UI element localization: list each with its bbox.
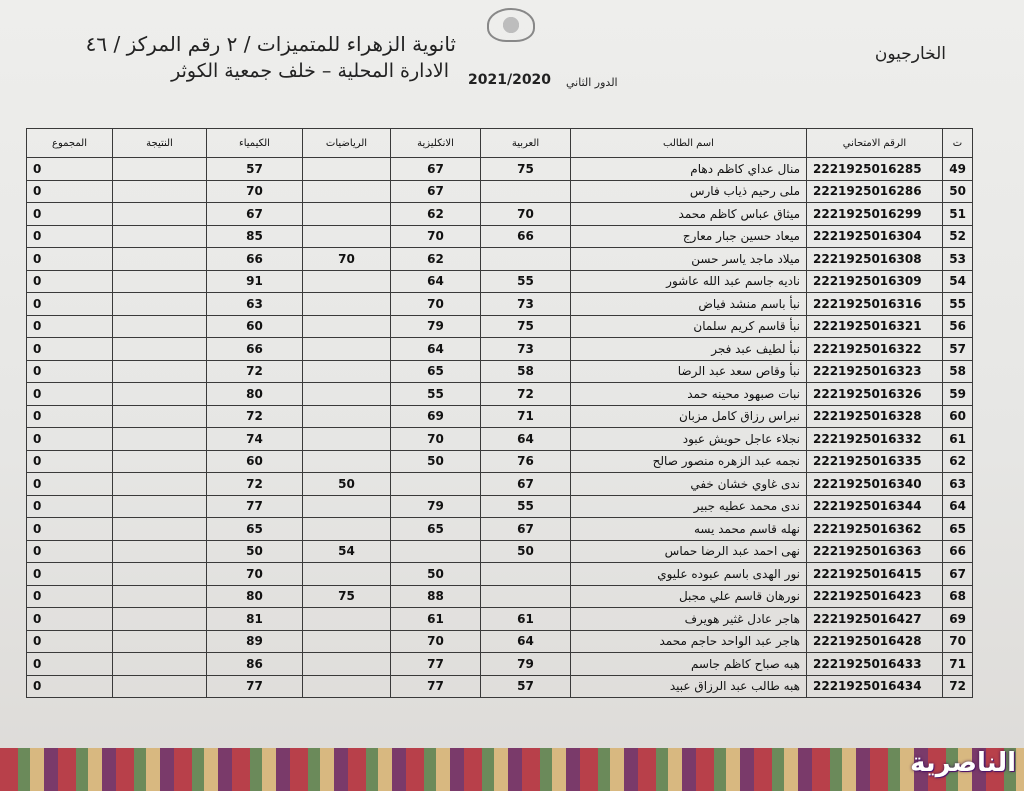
total-cell: 0 (27, 518, 113, 541)
total-cell: 0 (27, 428, 113, 451)
student-name: هاجر عادل غثير هويرف (571, 608, 807, 631)
grade-arabic: 55 (481, 495, 571, 518)
table-row (27, 293, 973, 316)
result-cell (113, 225, 207, 248)
grade-english: 88 (391, 585, 481, 608)
grade-arabic: 72 (481, 383, 571, 406)
total-cell: 0 (27, 608, 113, 631)
grade-chemistry: 91 (207, 270, 303, 293)
grade-math (303, 518, 391, 541)
row-number: 51 (943, 203, 973, 226)
exam-number: 2221925016328 (807, 405, 943, 428)
table-row (27, 653, 973, 676)
exam-number: 2221925016286 (807, 180, 943, 203)
total-cell: 0 (27, 405, 113, 428)
row-number: 56 (943, 315, 973, 338)
grade-arabic: 61 (481, 608, 571, 631)
result-cell (113, 675, 207, 698)
exam-number: 2221925016427 (807, 608, 943, 631)
student-name: نبات صبهود محينه حمد (571, 383, 807, 406)
tablecloth-background (0, 748, 1024, 791)
column-header: الكيمياء (207, 129, 303, 158)
grade-math (303, 383, 391, 406)
student-name: هبه صباح كاظم جاسم (571, 653, 807, 676)
student-name: هبه طالب عبد الرزاق عبيد (571, 675, 807, 698)
grade-chemistry: 70 (207, 180, 303, 203)
student-name: ناديه جاسم عبد الله عاشور (571, 270, 807, 293)
exam-number: 2221925016299 (807, 203, 943, 226)
exam-number: 2221925016323 (807, 360, 943, 383)
grade-chemistry: 80 (207, 585, 303, 608)
grade-math (303, 360, 391, 383)
grade-math (303, 225, 391, 248)
grade-english: 55 (391, 383, 481, 406)
result-cell (113, 338, 207, 361)
grade-math (303, 158, 391, 181)
column-header: المجموع (27, 129, 113, 158)
exam-number: 2221925016362 (807, 518, 943, 541)
total-cell: 0 (27, 495, 113, 518)
student-name: نبأ لطيف عبد فجر (571, 338, 807, 361)
grade-chemistry: 57 (207, 158, 303, 181)
grade-english: 65 (391, 518, 481, 541)
grade-math (303, 270, 391, 293)
grade-chemistry: 85 (207, 225, 303, 248)
row-number: 62 (943, 450, 973, 473)
grade-english: 50 (391, 563, 481, 586)
grade-english: 79 (391, 315, 481, 338)
grade-arabic (481, 563, 571, 586)
student-name: نهى احمد عبد الرضا حماس (571, 540, 807, 563)
grade-english: 65 (391, 360, 481, 383)
grade-chemistry: 77 (207, 495, 303, 518)
grade-arabic: 66 (481, 225, 571, 248)
grade-english: 64 (391, 270, 481, 293)
row-number: 72 (943, 675, 973, 698)
total-cell: 0 (27, 540, 113, 563)
grade-chemistry: 50 (207, 540, 303, 563)
total-cell: 0 (27, 203, 113, 226)
student-name: نور الهدى باسم عبوده عليوي (571, 563, 807, 586)
table-header-row (27, 129, 973, 158)
student-name: ندى غاوي خشان خفي (571, 473, 807, 496)
exam-number: 2221925016309 (807, 270, 943, 293)
grade-arabic: 71 (481, 405, 571, 428)
student-name: نبأ قاسم كريم سلمان (571, 315, 807, 338)
grade-chemistry: 70 (207, 563, 303, 586)
result-cell (113, 653, 207, 676)
grade-arabic: 75 (481, 158, 571, 181)
result-cell (113, 608, 207, 631)
exam-number: 2221925016434 (807, 675, 943, 698)
grade-chemistry: 60 (207, 315, 303, 338)
grade-arabic: 73 (481, 338, 571, 361)
result-cell (113, 158, 207, 181)
total-cell: 0 (27, 315, 113, 338)
table-row (27, 563, 973, 586)
result-cell (113, 428, 207, 451)
grade-arabic: 64 (481, 428, 571, 451)
total-cell: 0 (27, 653, 113, 676)
table-row (27, 338, 973, 361)
grade-math (303, 180, 391, 203)
grade-math (303, 563, 391, 586)
result-cell (113, 360, 207, 383)
grades-table (26, 128, 973, 698)
row-number: 52 (943, 225, 973, 248)
grade-english: 61 (391, 608, 481, 631)
exam-number: 2221925016304 (807, 225, 943, 248)
grade-math: 70 (303, 248, 391, 271)
total-cell: 0 (27, 180, 113, 203)
total-cell: 0 (27, 473, 113, 496)
table-row (27, 495, 973, 518)
grade-math: 54 (303, 540, 391, 563)
student-name: ميعاد حسين جبار معارج (571, 225, 807, 248)
row-number: 64 (943, 495, 973, 518)
grade-arabic: 73 (481, 293, 571, 316)
row-number: 61 (943, 428, 973, 451)
student-name: هاجر عبد الواحد حاجم محمد (571, 630, 807, 653)
result-cell (113, 203, 207, 226)
student-name: نورهان قاسم علي مجبل (571, 585, 807, 608)
result-cell (113, 180, 207, 203)
column-header: ت (943, 129, 973, 158)
student-name: ميلاد ماجد ياسر حسن (571, 248, 807, 271)
grade-english: 70 (391, 225, 481, 248)
grade-math (303, 675, 391, 698)
grade-arabic: 58 (481, 360, 571, 383)
grade-chemistry: 72 (207, 405, 303, 428)
grade-math (303, 405, 391, 428)
grade-chemistry: 72 (207, 473, 303, 496)
grade-english: 79 (391, 495, 481, 518)
grade-english: 77 (391, 675, 481, 698)
grade-math (303, 315, 391, 338)
total-cell: 0 (27, 675, 113, 698)
grade-english: 70 (391, 630, 481, 653)
student-name: نبأ وقاص سعد عبد الرضا (571, 360, 807, 383)
grade-english: 64 (391, 338, 481, 361)
grade-math (303, 293, 391, 316)
row-number: 60 (943, 405, 973, 428)
grade-math (303, 495, 391, 518)
table-row (27, 383, 973, 406)
table-row (27, 450, 973, 473)
total-cell: 0 (27, 270, 113, 293)
row-number: 50 (943, 180, 973, 203)
grade-arabic: 64 (481, 630, 571, 653)
table-row (27, 608, 973, 631)
grade-arabic: 55 (481, 270, 571, 293)
row-number: 70 (943, 630, 973, 653)
exam-number: 2221925016423 (807, 585, 943, 608)
grade-arabic: 50 (481, 540, 571, 563)
exam-number: 2221925016433 (807, 653, 943, 676)
row-number: 55 (943, 293, 973, 316)
student-name: منال عداي كاظم دهام (571, 158, 807, 181)
grade-math (303, 653, 391, 676)
student-name: ندى محمد عطيه جبير (571, 495, 807, 518)
grade-chemistry: 89 (207, 630, 303, 653)
student-name: نبأ باسم منشد فياض (571, 293, 807, 316)
exam-number: 2221925016335 (807, 450, 943, 473)
student-name: ميثاق عباس كاظم محمد (571, 203, 807, 226)
result-cell (113, 383, 207, 406)
grade-math (303, 203, 391, 226)
grade-chemistry: 66 (207, 248, 303, 271)
exam-number: 2221925016340 (807, 473, 943, 496)
result-cell (113, 540, 207, 563)
table-row (27, 473, 973, 496)
grade-math: 50 (303, 473, 391, 496)
exam-number: 2221925016308 (807, 248, 943, 271)
result-cell (113, 293, 207, 316)
row-number: 66 (943, 540, 973, 563)
grade-chemistry: 65 (207, 518, 303, 541)
grade-english: 62 (391, 203, 481, 226)
grade-english: 70 (391, 293, 481, 316)
grade-english: 67 (391, 180, 481, 203)
grade-chemistry: 67 (207, 203, 303, 226)
row-number: 69 (943, 608, 973, 631)
grade-chemistry: 74 (207, 428, 303, 451)
table-row (27, 585, 973, 608)
row-number: 63 (943, 473, 973, 496)
grade-arabic: 75 (481, 315, 571, 338)
row-number: 65 (943, 518, 973, 541)
student-name: نهله قاسم محمد يسه (571, 518, 807, 541)
student-name: ملى رحيم ذياب فارس (571, 180, 807, 203)
grade-math (303, 338, 391, 361)
column-header: العربية (481, 129, 571, 158)
grade-english (391, 473, 481, 496)
result-cell (113, 315, 207, 338)
result-cell (113, 405, 207, 428)
table-row (27, 248, 973, 271)
exam-number: 2221925016428 (807, 630, 943, 653)
total-cell: 0 (27, 450, 113, 473)
table-row (27, 540, 973, 563)
grade-arabic: 67 (481, 518, 571, 541)
exam-number: 2221925016285 (807, 158, 943, 181)
grade-english: 70 (391, 428, 481, 451)
grade-arabic (481, 248, 571, 271)
total-cell: 0 (27, 248, 113, 271)
academic-year: 2021/2020 (468, 72, 552, 88)
table-body (27, 158, 973, 698)
result-cell (113, 495, 207, 518)
grade-chemistry: 80 (207, 383, 303, 406)
grade-english: 62 (391, 248, 481, 271)
grade-math: 75 (303, 585, 391, 608)
grade-chemistry: 66 (207, 338, 303, 361)
table-row (27, 315, 973, 338)
table-row (27, 158, 973, 181)
total-cell: 0 (27, 158, 113, 181)
table-row (27, 360, 973, 383)
table-row (27, 180, 973, 203)
table-row (27, 405, 973, 428)
exam-number: 2221925016344 (807, 495, 943, 518)
grade-chemistry: 72 (207, 360, 303, 383)
student-name: نجمه عبد الزهره منصور صالح (571, 450, 807, 473)
grade-english: 67 (391, 158, 481, 181)
emblem-icon (487, 8, 535, 42)
total-cell: 0 (27, 338, 113, 361)
grade-arabic: 76 (481, 450, 571, 473)
result-cell (113, 630, 207, 653)
result-cell (113, 248, 207, 271)
exam-number: 2221925016415 (807, 563, 943, 586)
grade-chemistry: 77 (207, 675, 303, 698)
grade-arabic (481, 180, 571, 203)
total-cell: 0 (27, 225, 113, 248)
row-number: 68 (943, 585, 973, 608)
result-cell (113, 518, 207, 541)
student-name: نبراس رزاق كامل مزبان (571, 405, 807, 428)
grade-chemistry: 60 (207, 450, 303, 473)
grade-arabic: 70 (481, 203, 571, 226)
result-cell (113, 450, 207, 473)
row-number: 71 (943, 653, 973, 676)
result-cell (113, 563, 207, 586)
grade-math (303, 428, 391, 451)
table-row (27, 225, 973, 248)
exam-number: 2221925016316 (807, 293, 943, 316)
column-header: اسم الطالب (571, 129, 807, 158)
grade-chemistry: 63 (207, 293, 303, 316)
row-number: 59 (943, 383, 973, 406)
table-row (27, 630, 973, 653)
exam-number: 2221925016321 (807, 315, 943, 338)
grade-english: 69 (391, 405, 481, 428)
table-row (27, 203, 973, 226)
grade-arabic (481, 585, 571, 608)
grade-arabic: 57 (481, 675, 571, 698)
grade-arabic: 79 (481, 653, 571, 676)
grade-english (391, 540, 481, 563)
row-number: 57 (943, 338, 973, 361)
column-header: الرقم الامتحاني (807, 129, 943, 158)
result-cell (113, 473, 207, 496)
column-header: الرياضيات (303, 129, 391, 158)
round-label: الدور الثاني (566, 76, 618, 89)
total-cell: 0 (27, 630, 113, 653)
grade-english: 50 (391, 450, 481, 473)
total-cell: 0 (27, 585, 113, 608)
total-cell: 0 (27, 383, 113, 406)
table-row (27, 428, 973, 451)
school-title: ثانوية الزهراء للمتميزات / ٢ رقم المركز / ٤٦ (85, 32, 456, 56)
total-cell: 0 (27, 293, 113, 316)
grade-chemistry: 81 (207, 608, 303, 631)
column-header: الانكليزية (391, 129, 481, 158)
exam-number: 2221925016332 (807, 428, 943, 451)
category-label: الخارجيون (874, 44, 946, 64)
grade-math (303, 608, 391, 631)
total-cell: 0 (27, 360, 113, 383)
row-number: 53 (943, 248, 973, 271)
total-cell: 0 (27, 563, 113, 586)
row-number: 67 (943, 563, 973, 586)
grade-english: 77 (391, 653, 481, 676)
result-cell (113, 270, 207, 293)
exam-number: 2221925016322 (807, 338, 943, 361)
row-number: 49 (943, 158, 973, 181)
grade-arabic: 67 (481, 473, 571, 496)
row-number: 54 (943, 270, 973, 293)
table-row (27, 675, 973, 698)
column-header: النتيجة (113, 129, 207, 158)
watermark-logo: الناصرية (910, 748, 1016, 778)
student-name: نجلاء عاجل حويش عبود (571, 428, 807, 451)
result-cell (113, 585, 207, 608)
table-row (27, 270, 973, 293)
table-row (27, 518, 973, 541)
grade-math (303, 450, 391, 473)
exam-number: 2221925016363 (807, 540, 943, 563)
grade-math (303, 630, 391, 653)
grade-chemistry: 86 (207, 653, 303, 676)
row-number: 58 (943, 360, 973, 383)
address-line: الادارة المحلية – خلف جمعية الكوثر (171, 60, 449, 82)
exam-number: 2221925016326 (807, 383, 943, 406)
